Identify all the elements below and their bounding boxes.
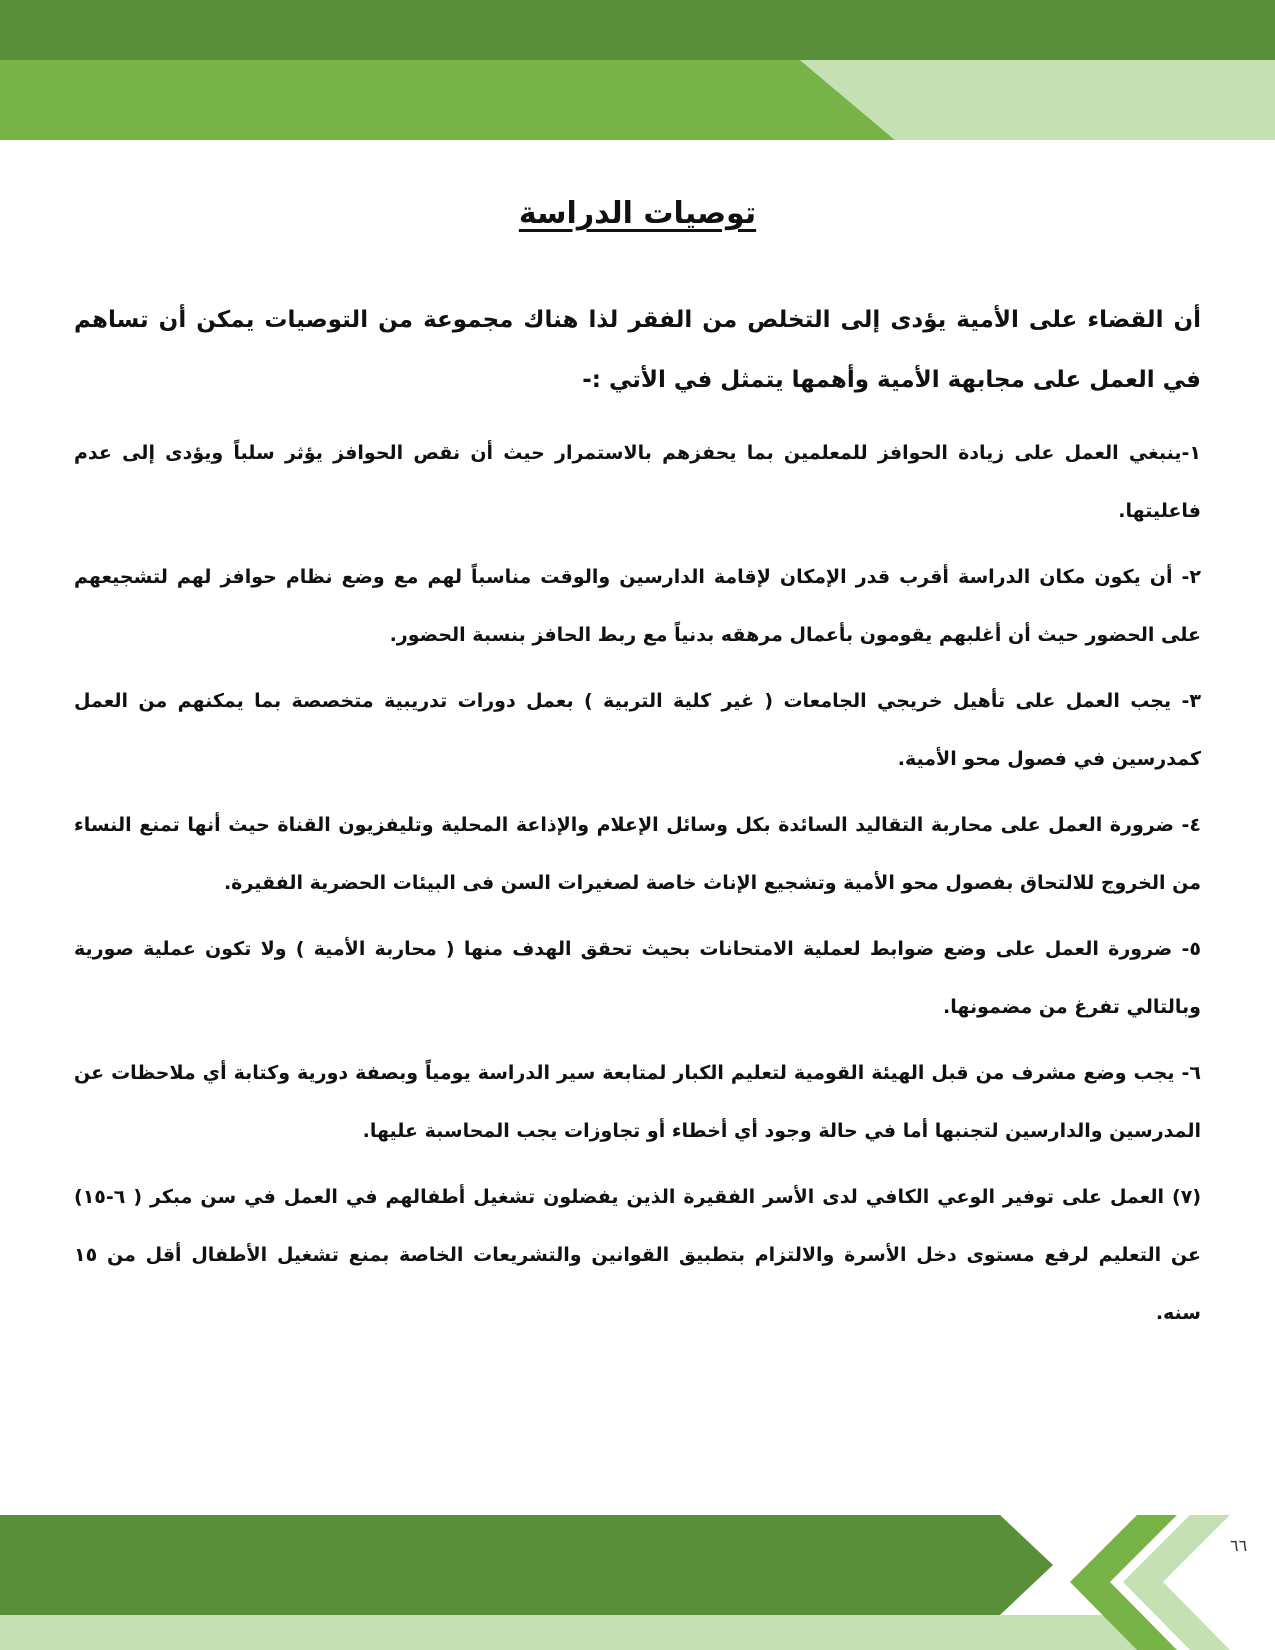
header-medium-band — [0, 60, 895, 140]
document-body — [74, 290, 1201, 1350]
intro-paragraph: أن القضاء على الأمية يؤدى إلى التخلص من الفقر لذا هناك مجموعة من التوصيات يمكن أن تساهم في العمل على مجابهة الأمية وأهمها يتمثل في الأتي :- — [74, 307, 1201, 393]
recommendation-item: (٧) العمل على توفير الوعي الكافي لدى الأسر الفقيرة الذين يفضلون تشغيل أطفالهم في العمل في سن مبكر ( ٦-١٥) عن التعليم لرفع مستوى دخل الأسرة والالتزام بتطبيق القوانين والتشريعات الخاصة بمنع تشغيل الأطفال أقل من ١٥ سنه. — [74, 1186, 1201, 1324]
recommendation-item: ٦- يجب وضع مشرف من قبل الهيئة القومية لتعليم الكبار لمتابعة سير الدراسة يومياً وبصفة دورية وكتابة أي ملاحظات عن المدرسين والدارسين لتجنبها أما في حالة وجود أي أخطاء أو تجاوزات يجب المحاسبة عليها. — [74, 1062, 1201, 1142]
header-banner — [0, 0, 1275, 140]
page-number: ٦٦ — [1230, 1536, 1248, 1555]
page-title: توصيات الدراسة — [518, 196, 757, 231]
footer-light-band — [0, 1615, 1138, 1650]
footer-banner — [0, 1515, 1275, 1650]
recommendation-item: ٢- أن يكون مكان الدراسة أقرب قدر الإمكان لإقامة الدارسين والوقت مناسباً لهم مع وضع نظام حوافز لهم لتشجيعهم على الحضور حيث أن أغلبهم يقومون بأعمال مرهقه بدنياً مع ربط الحافز بنسبة الحضور. — [74, 566, 1201, 646]
recommendation-item: ١-ينبغي العمل على زيادة الحوافز للمعلمين بما يحفزهم بالاستمرار حيث أن نقص الحوافز يؤثر سلباً ويؤدى إلى عدم فاعليتها. — [74, 442, 1201, 522]
footer-dark-band — [0, 1515, 1053, 1615]
recommendation-item: ٣- يجب العمل على تأهيل خريجي الجامعات ( غير كلية التربية ) بعمل دورات تدريبية متخصصة بما يمكنهم من العمل كمدرسين في فصول محو الأمية. — [74, 690, 1201, 770]
recommendation-item: ٥- ضرورة العمل على وضع ضوابط لعملية الامتحانات بحيث تحقق الهدف منها ( محاربة الأمية ) ولا تكون عملية صورية وبالتالي تفرغ من مضمونها. — [74, 938, 1201, 1018]
header-dark-band — [0, 0, 1275, 60]
recommendation-item: ٤- ضرورة العمل على محاربة التقاليد السائدة بكل وسائل الإعلام والإذاعة المحلية وتليفزيون القناة حيث أنها تمنع النساء من الخروج للالتحاق بفصول محو الأمية وتشجيع الإناث خاصة لصغيرات السن فى البيئات الحضرية الفقيرة. — [74, 814, 1201, 894]
